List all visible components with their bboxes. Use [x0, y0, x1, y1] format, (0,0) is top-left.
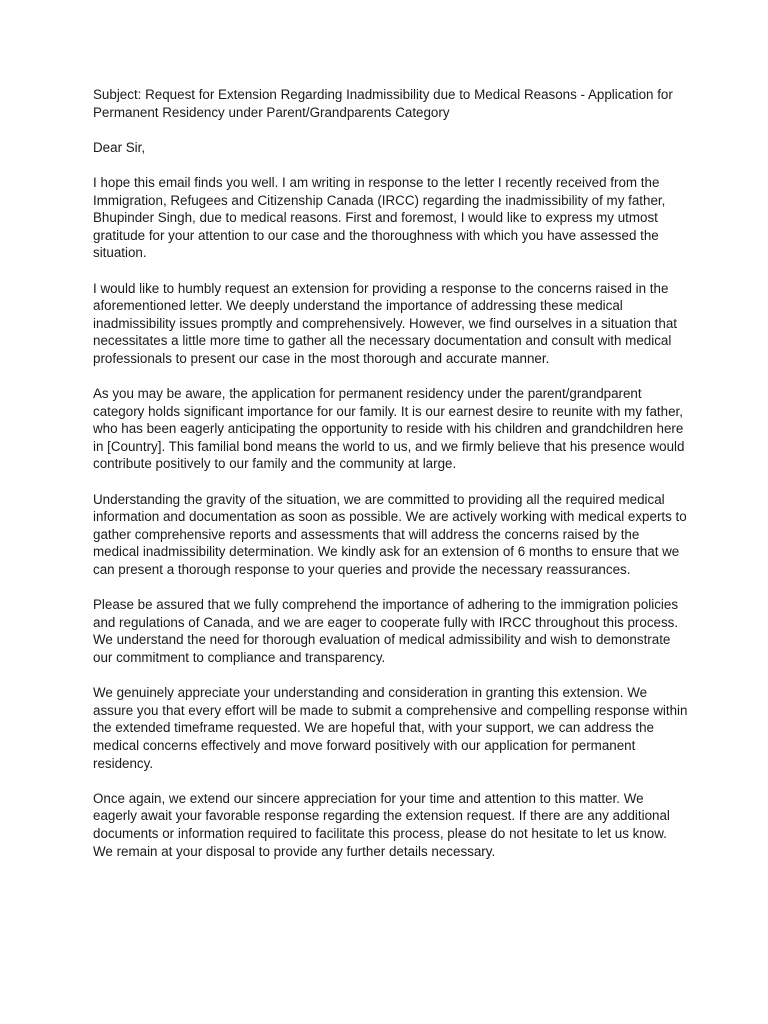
letter-salutation: Dear Sir,	[93, 139, 146, 155]
letter-paragraph-1: I hope this email finds you well. I am writing in response to the letter I recently received from the Immigration, Refugees and Citizenship Canada (IRCC) regarding the inadmissibility of my father, Bhupinder Singh, due to medical reasons. First and foremost, I would like to express my utmost gratitude for your attention to our case and the thoroughness with which you have assessed the situation.	[93, 174, 666, 261]
letter-paragraph-2: I would like to humbly request an extension for providing a response to the concerns raised in the aforementioned letter. We deeply understand the importance of addressing these medical inadmissibility issues promptly and comprehensively. However, we find ourselves in a situation that necessitates a little more time to gather all the necessary documentation and consult with medical professionals to present our case in the most thorough and accurate manner.	[93, 280, 678, 366]
letter-paragraph-4: Understanding the gravity of the situation, we are committed to providing all the required medical information and documentation as soon as possible. We are actively working with medical experts to gather comprehensive reports and assessments that will address the concerns raised by the medical inadmissibility determination. We kindly ask for an extension of 6 months to ensure that we can present a thorough response to your queries and provide the necessary reassurances.	[93, 491, 687, 578]
letter-paragraph-7: Once again, we extend our sincere appreciation for your time and attention to this matter. We eagerly await your favorable response regarding the extension request. If there are any additional documents or information required to facilitate this process, please do not hesitate to let us know. We remain at your disposal to provide any further details necessary.	[93, 790, 670, 859]
letter-paragraph-3: As you may be aware, the application for permanent residency under the parent/grandparent category holds significant importance for our family. It is our earnest desire to reunite with my father, who has been eagerly anticipating the opportunity to reside with his children and grandchildren here in [Country]. This familial bond means the world to us, and we firmly believe that his presence would contribute positively to our family and the community at large.	[93, 386, 685, 472]
letter-body	[93, 86, 688, 878]
letter-subject: Subject: Request for Extension Regarding Inadmissibility due to Medical Reasons - Application for Permanent Residency under Parent/Grandparents Category	[93, 87, 673, 120]
letter-paragraph-5: Please be assured that we fully comprehend the importance of adhering to the immigration policies and regulations of Canada, and we are eager to cooperate fully with IRCC throughout this process. We understand the need for thorough evaluation of medical admissibility and wish to demonstrate our commitment to compliance and transparency.	[93, 597, 679, 665]
letter-paragraph-6: We genuinely appreciate your understanding and consideration in granting this extension. We assure you that every effort will be made to submit a comprehensive and compelling response within the extended timeframe requested. We are hopeful that, with your support, we can address the medical concerns effectively and move forward positively with our application for permanent residency.	[93, 685, 688, 771]
